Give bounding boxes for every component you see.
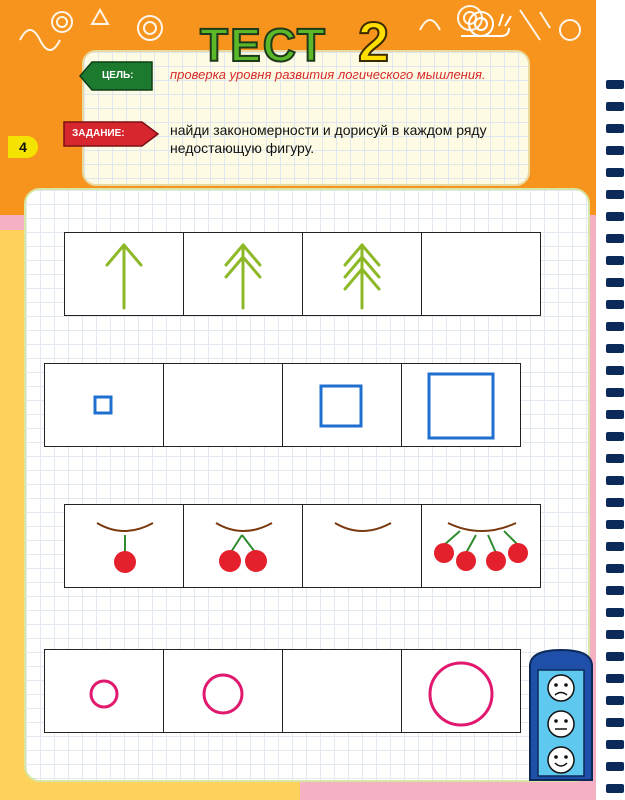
page-title: [180, 10, 400, 73]
task-text: найди закономерности и дорисуй в каждом ряду недостающую фигуру.: [170, 122, 487, 156]
binding-ring: [606, 124, 624, 133]
snail-icon: [455, 2, 515, 44]
binding-ring: [606, 520, 624, 529]
cherries-4-cell[interactable]: [422, 505, 540, 587]
binding-ring: [606, 212, 624, 221]
binding-ring: [606, 388, 624, 397]
empty-cell[interactable]: [164, 364, 283, 446]
binding-ring: [606, 146, 624, 155]
binding-ring: [606, 674, 624, 683]
binding-ring: [606, 80, 624, 89]
binding-ring: [606, 542, 624, 551]
smiley-icon[interactable]: [548, 711, 574, 737]
cherries-2-cell[interactable]: [184, 505, 303, 587]
binding-ring: [606, 168, 624, 177]
square-small-cell[interactable]: [45, 364, 164, 446]
goal-label: [78, 60, 156, 92]
binding-ring: [606, 696, 624, 705]
cherry-icon: [184, 505, 302, 587]
circle-large-cell[interactable]: [402, 650, 520, 732]
empty-cell[interactable]: [283, 650, 402, 732]
binding-ring: [606, 102, 624, 111]
square-icon: [283, 364, 401, 446]
binding-ring: [606, 564, 624, 573]
binding-ring: [606, 498, 624, 507]
smiley-icon[interactable]: [548, 675, 574, 701]
binding-ring: [606, 608, 624, 617]
binding-ring: [606, 234, 624, 243]
row-cherries: [64, 504, 541, 588]
circle-icon: [164, 650, 282, 732]
title-number: 2: [358, 10, 390, 73]
circle-medium-cell[interactable]: [164, 650, 283, 732]
square-medium-cell[interactable]: [283, 364, 402, 446]
binding-ring: [606, 322, 624, 331]
binding-ring: [606, 300, 624, 309]
cherry-icon: [422, 505, 540, 587]
title-word: ТЕСТ: [200, 19, 327, 71]
goal-text: проверка уровня развития логического мышления.: [170, 67, 486, 82]
binding-ring: [606, 410, 624, 419]
task-label: [62, 118, 162, 150]
tree-icon: [65, 233, 183, 315]
circle-icon: [45, 650, 163, 732]
binding-ring: [606, 630, 624, 639]
square-large-cell[interactable]: [402, 364, 520, 446]
circle-small-cell[interactable]: [45, 650, 164, 732]
binding-ring: [606, 718, 624, 727]
square-icon: [402, 364, 520, 446]
tree-2-branches-cell[interactable]: [184, 233, 303, 315]
tree-3-branches-cell[interactable]: [303, 233, 422, 315]
binding-ring: [606, 784, 624, 793]
tree-icon: [303, 233, 421, 315]
goal-label-text: ЦЕЛЬ:: [102, 70, 134, 81]
garland-icon: [303, 505, 421, 587]
row-trees: [64, 232, 541, 316]
page-number: 4: [8, 136, 38, 158]
circle-icon: [402, 650, 520, 732]
tree-icon: [184, 233, 302, 315]
self-assessment-box: [526, 644, 596, 784]
cherries-1-cell[interactable]: [65, 505, 184, 587]
binding-ring: [606, 740, 624, 749]
binding-ring: [606, 190, 624, 199]
binding-ring: [606, 652, 624, 661]
binding-ring: [606, 366, 624, 375]
binding-ring: [606, 432, 624, 441]
square-icon: [45, 364, 163, 446]
tree-1-branches-cell[interactable]: [65, 233, 184, 315]
binding-ring: [606, 278, 624, 287]
binding-ring: [606, 586, 624, 595]
row-circles: [44, 649, 521, 733]
cherry-icon: [65, 505, 183, 587]
smiley-icon[interactable]: [548, 747, 574, 773]
binding-ring: [606, 344, 624, 353]
binding-ring: [606, 476, 624, 485]
task-label-text: ЗАДАНИЕ:: [72, 128, 125, 139]
binding-ring: [606, 762, 624, 771]
binding-ring: [606, 256, 624, 265]
empty-cell[interactable]: [422, 233, 540, 315]
binding-ring: [606, 454, 624, 463]
row-squares: [44, 363, 521, 447]
empty-garland-cell[interactable]: [303, 505, 422, 587]
